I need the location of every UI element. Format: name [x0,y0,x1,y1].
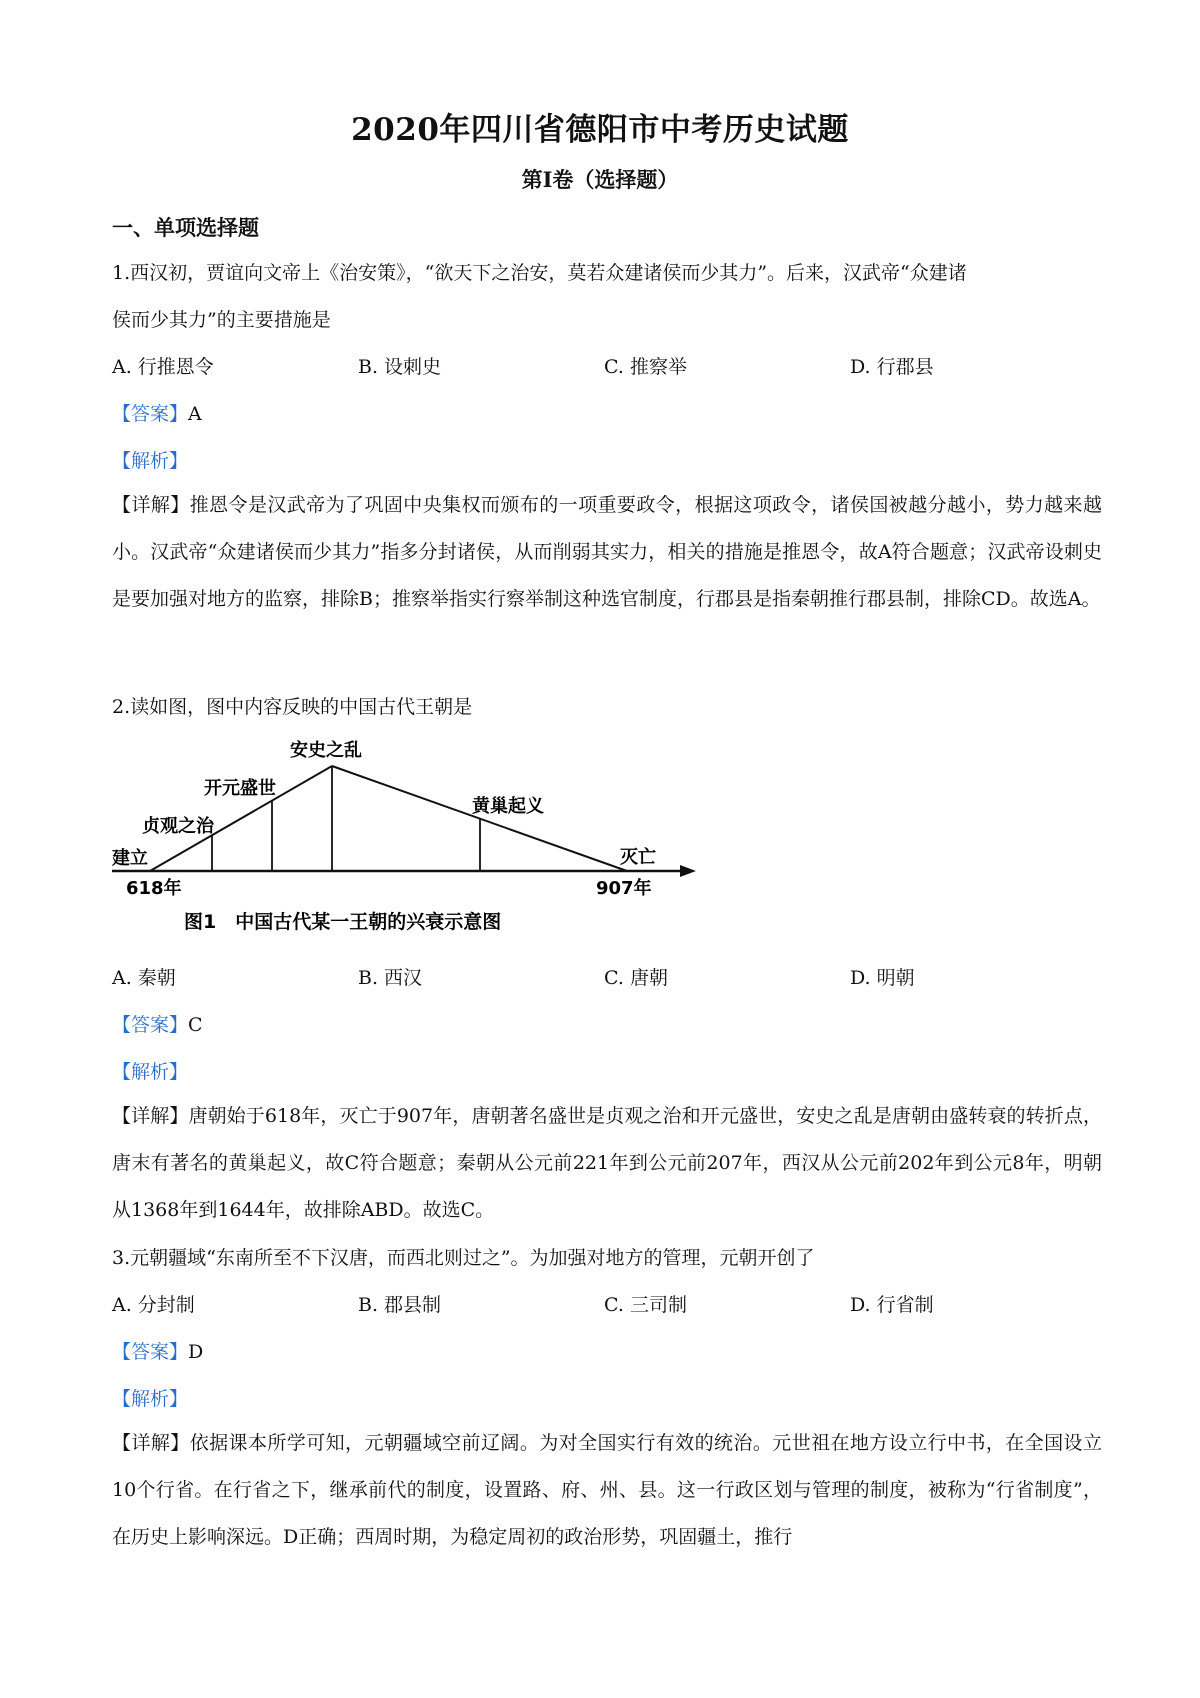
q3-analysis-tag: 【解析】 [112,1388,189,1410]
page-title: 2020年四川省德阳市中考历史试题 [351,112,849,148]
q1-detail [112,482,1102,623]
q3-detail-tag: 【详解】 [112,1432,190,1454]
label-end-year: 907年 [596,878,652,899]
label-start: 建立 [112,848,148,869]
timeline-arrowhead [680,865,696,877]
q3-answer [112,1337,203,1364]
volume-subtitle: 第I卷（选择题） [521,167,679,192]
label-zhenguan: 贞观之治 [142,816,214,837]
q2-stem: 2.读如图，图中内容反映的中国古代王朝是 [112,696,473,718]
q1-analysis-tag: 【解析】 [112,450,189,472]
q1-detail-text: 推恩令是汉武帝为了巩固中央集权而颁布的一项重要政令，根据这项政令，诸侯国被越分越小，势力越来越小。汉武帝“众建诸侯而少其力”指多分封诸侯，从而削弱其实力，相关的措施是推恩令，故A符合题意；汉武帝设刺史是要加强对地方的监察，排除B；推察举指实行察举制这种选官制度，行郡县是指秦朝推行郡县制，排除CD。故选A。 [112,494,1102,610]
figure-caption: 图1 中国古代某一王朝的兴衰示意图 [184,911,502,933]
q3-option-a: A. 分封制 [112,1294,195,1316]
q1-option-b: B. 设刺史 [358,356,442,378]
q3-options [112,1290,1102,1320]
q2-option-c: C. 唐朝 [604,967,668,989]
q3-option-d: D. 行省制 [850,1294,934,1316]
label-anshi: 安史之乱 [290,740,362,761]
q3-stem: 3.元朝疆域“东南所至不下汉唐，而西北则过之”。为加强对地方的管理，元朝开创了 [112,1247,815,1269]
q1-answer-tag: 【答案】 [112,403,189,425]
q2-detail-text: 唐朝始于618年，灭亡于907年，唐朝著名盛世是贞观之治和开元盛世，安史之乱是唐朝由盛转衰的转折点，唐末有著名的黄巢起义，故C符合题意；秦朝从公元前221年到公元前207年，西汉从公元前202年到公元8年，明朝从1368年到1644年，故排除ABD。故选C。 [112,1105,1102,1221]
label-start-year: 618年 [126,878,182,899]
q2-detail-tag: 【详解】 [112,1105,189,1127]
q1-stem-line-2: 侯而少其力”的主要措施是 [112,309,331,331]
q3-option-b: B. 郡县制 [358,1294,442,1316]
q1-option-d: D. 行郡县 [850,356,934,378]
q3-answer-tag: 【答案】 [112,1341,189,1363]
label-kaiyuan: 开元盛世 [204,778,276,799]
q2-option-b: B. 西汉 [358,967,423,989]
q1-option-a: A. 行推恩令 [112,356,214,378]
q1-detail-tag: 【详解】 [112,494,190,516]
q2-answer [112,1010,203,1037]
q1-option-c: C. 推察举 [604,356,687,378]
section-heading: 一、单项选择题 [112,215,259,240]
q1-stem-line-1: 1.西汉初，贾谊向文帝上《治安策》，“欲天下之治安，莫若众建诸侯而少其力”。后来，汉武帝“众建诸 [112,262,967,284]
q2-answer-value: C [188,1014,203,1036]
q2-answer-tag: 【答案】 [112,1014,189,1036]
dynasty-rise-fall-diagram [112,736,702,936]
label-end: 灭亡 [620,847,656,868]
q3-detail-text: 依据课本所学可知，元朝疆域空前辽阔。为对全国实行有效的统治。元世祖在地方设立行中书，在全国设立10个行省。在行省之下，继承前代的制度，设置路、府、州、县。这一行政区划与管理的制度，被称为“行省制度”，在历史上影响深远。D正确；西周时期，为稳定周初的政治形势，巩固疆土，推行 [112,1432,1102,1548]
q1-analysis [112,446,188,473]
q2-analysis [112,1057,188,1084]
q2-analysis-tag: 【解析】 [112,1061,189,1083]
q3-option-c: C. 三司制 [604,1294,687,1316]
label-huangchao: 黄巢起义 [472,796,544,817]
q1-answer-value: A [188,403,202,425]
q3-analysis [112,1384,188,1411]
q1-options [112,352,1102,382]
q1-answer [112,399,202,426]
q3-answer-value: D [188,1341,204,1363]
q2-detail [112,1093,1102,1234]
q2-options [112,963,1102,993]
q2-option-a: A. 秦朝 [112,967,176,989]
q2-option-d: D. 明朝 [850,967,915,989]
q3-detail [112,1420,1102,1561]
